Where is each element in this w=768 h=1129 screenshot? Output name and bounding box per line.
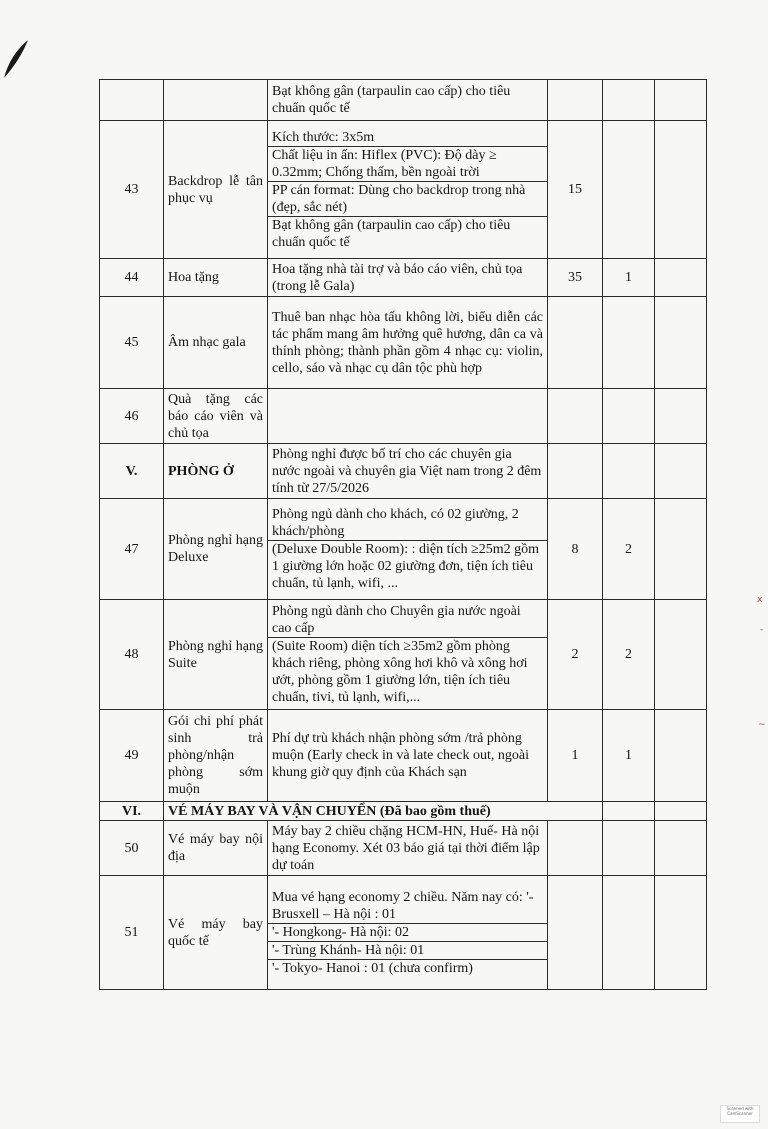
item-name: Âm nhạc gala [164, 297, 268, 389]
days: 2 [603, 499, 655, 600]
quantity [548, 876, 603, 990]
description-line: (Suite Room) diện tích ≥35m2 gồm phòng khách riêng, phòng xông hơi khô và xông hơi ướt, phòng gồm 1 giường lớn, tiện ích tiêu chuẩn, tivi, tủ lạnh, wifi,... [268, 637, 547, 706]
item-name: Phòng nghỉ hạng Suite [164, 600, 268, 710]
item-description [268, 600, 548, 710]
section-row [100, 444, 707, 499]
cost [655, 802, 707, 821]
item-name: Hoa tặng [164, 259, 268, 297]
section-number: V. [100, 444, 164, 499]
quantity [548, 444, 603, 499]
table-row [100, 389, 707, 444]
description-line: Mua vé hạng economy 2 chiều. Năm nay có: '- Brusxell – Hà nội : 01 [272, 889, 534, 922]
item-name: Backdrop lễ tân phục vụ [164, 121, 268, 259]
row-number: 48 [100, 600, 164, 710]
margin-mark: ⅹ [757, 595, 763, 605]
description-line: Bạt không gân (tarpaulin cao cấp) cho tiêu chuẩn quốc tế [268, 216, 547, 251]
table-row [100, 499, 707, 600]
quantity: 2 [548, 600, 603, 710]
table-row [100, 297, 707, 389]
description-line: Chất liệu in ấn: Hiflex (PVC): Độ dày ≥ 0.32mm; Chống thấm, bền ngoài trời [268, 146, 547, 181]
row-number: 49 [100, 710, 164, 802]
table-row [100, 710, 707, 802]
description-line: PP cán format: Dùng cho backdrop trong nhà (đẹp, sắc nét) [268, 181, 547, 216]
description-line: Kích thước: 3x5m [272, 129, 375, 145]
days: 2 [603, 600, 655, 710]
scanner-badge: Scanned with CamScanner [720, 1105, 760, 1123]
item-description [268, 121, 548, 259]
cost [655, 499, 707, 600]
item-name: Vé máy bay quốc tế [164, 876, 268, 990]
cost [655, 389, 707, 444]
scan-corner-mark [0, 0, 60, 80]
item-description [268, 499, 548, 600]
item-name: Vé máy bay nội địa [164, 821, 268, 876]
days: 1 [603, 259, 655, 297]
days [603, 802, 655, 821]
quantity: 8 [548, 499, 603, 600]
days [603, 80, 655, 121]
table-row [100, 600, 707, 710]
cost [655, 444, 707, 499]
days [603, 297, 655, 389]
quantity: 15 [548, 121, 603, 259]
table-row [100, 80, 707, 121]
quantity: 35 [548, 259, 603, 297]
table-row [100, 121, 707, 259]
table-row [100, 821, 707, 876]
row-number: 47 [100, 499, 164, 600]
table-row [100, 259, 707, 297]
quantity [548, 80, 603, 121]
item-description: Hoa tặng nhà tài trợ và báo cáo viên, chủ tọa (trong lễ Gala) [268, 259, 548, 297]
cost [655, 710, 707, 802]
cost [655, 259, 707, 297]
item-description: Bạt không gân (tarpaulin cao cấp) cho tiêu chuẩn quốc tế [268, 80, 548, 121]
item-name: Quà tặng các báo cáo viên và chủ tọa [164, 389, 268, 444]
row-number: 51 [100, 876, 164, 990]
row-number: 50 [100, 821, 164, 876]
section-title: VÉ MÁY BAY VÀ VẬN CHUYỂN (Đã bao gồm thuế) [164, 802, 603, 821]
days [603, 389, 655, 444]
description-line: '- Tokyo- Hanoi : 01 (chưa confirm) [268, 959, 547, 977]
description-line: Phòng ngủ dành cho Chuyên gia nước ngoài cao cấp [272, 604, 521, 636]
item-name [164, 80, 268, 121]
item-description: Máy bay 2 chiều chặng HCM-HN, Huế- Hà nội hạng Economy. Xét 03 báo giá tại thời điểm lập dự toán [268, 821, 548, 876]
row-number [100, 80, 164, 121]
item-description [268, 389, 548, 444]
item-name: Gói chi phí phát sinh trả phòng/nhận phòng sớm muộn [164, 710, 268, 802]
description-line: '- Hongkong- Hà nội: 02 [268, 923, 547, 941]
item-name: Phòng nghỉ hạng Deluxe [164, 499, 268, 600]
budget-table [99, 79, 707, 990]
item-description: Phí dự trù khách nhận phòng sớm /trả phòng muộn (Early check in và late check out, ngoài khung giờ quy định của Khách sạn [268, 710, 548, 802]
quantity [548, 821, 603, 876]
days [603, 121, 655, 259]
days [603, 876, 655, 990]
quantity [548, 297, 603, 389]
quantity [548, 389, 603, 444]
days [603, 444, 655, 499]
section-number: VI. [100, 802, 164, 821]
row-number: 46 [100, 389, 164, 444]
margin-mark: ~ [758, 720, 766, 730]
row-number: 43 [100, 121, 164, 259]
cost [655, 600, 707, 710]
days: 1 [603, 710, 655, 802]
quantity: 1 [548, 710, 603, 802]
row-number: 44 [100, 259, 164, 297]
description-line: '- Trùng Khánh- Hà nội: 01 [268, 941, 547, 959]
description-line: Phòng ngủ dành cho khách, có 02 giường, 2 khách/phòng [272, 507, 519, 539]
cost [655, 297, 707, 389]
cost [655, 80, 707, 121]
section-title: PHÒNG Ở [164, 444, 268, 499]
cost [655, 821, 707, 876]
section-row [100, 802, 707, 821]
item-description [268, 876, 548, 990]
margin-mark: - [760, 625, 764, 635]
section-description: Phòng nghỉ được bố trí cho các chuyên gia nước ngoài và chuyên gia Việt nam trong 2 đêm tính từ 27/5/2026 [268, 444, 548, 499]
row-number: 45 [100, 297, 164, 389]
description-line: (Deluxe Double Room): : diện tích ≥25m2 gồm 1 giường lớn hoặc 02 giường đơn, tiện ích tiêu chuẩn, tủ lạnh, wifi, ... [268, 540, 547, 592]
cost [655, 876, 707, 990]
item-description: Thuê ban nhạc hòa tấu không lời, biểu diễn các tác phẩm mang âm hưởng quê hương, dân ca và thính phòng; thành phần gồm 4 nhạc cụ: violin, cello, sáo và nhạc cụ dân tộc phù hợp [268, 297, 548, 389]
table-row [100, 876, 707, 990]
cost [655, 121, 707, 259]
days [603, 821, 655, 876]
